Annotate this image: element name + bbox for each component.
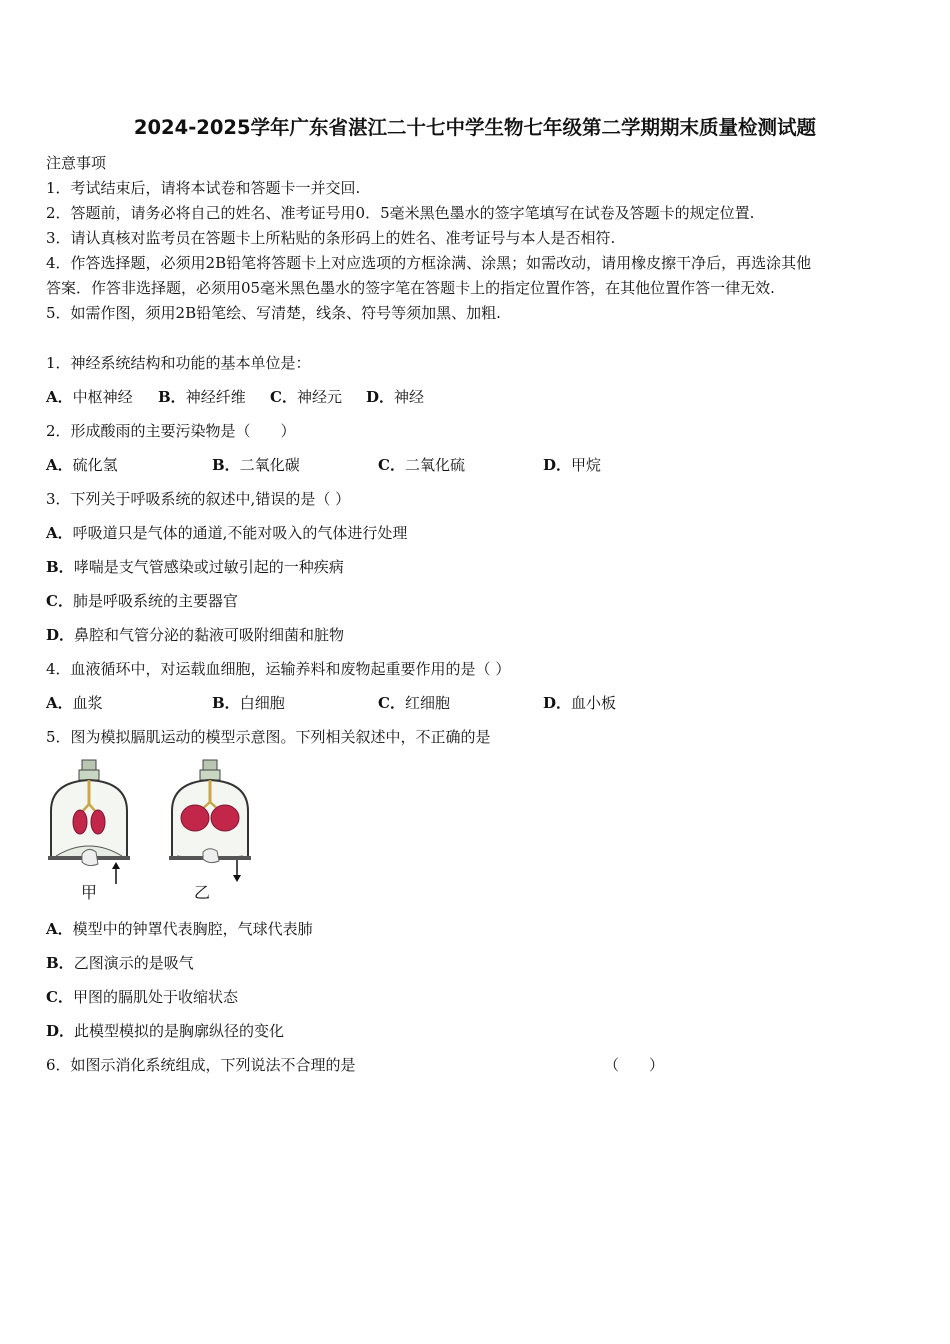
bell-jar-yi — [169, 760, 251, 882]
question-2-stem: 2．形成酸雨的主要污染物是（ ） — [46, 422, 296, 440]
note-item: 答案．作答非选择题，必须用05毫米黑色墨水的签字笔在答题卡上的指定位置作答，在其他位置作答一律无效. — [46, 279, 775, 297]
option-b: B．白细胞 — [212, 694, 285, 712]
question-6-stem: 6．如图示消化系统组成，下列说法不合理的是 — [46, 1056, 356, 1074]
question-5-stem: 5．图为模拟膈肌运动的模型示意图。下列相关叙述中，不正确的是 — [46, 728, 491, 746]
option-a: A．血浆 — [46, 694, 103, 712]
option-a: A．硫化氢 — [46, 456, 118, 474]
option-d: D．鼻腔和气管分泌的黏液可吸附细菌和脏物 — [46, 626, 345, 644]
question-1-options — [46, 386, 746, 406]
option-a: A．模型中的钟罩代表胸腔，气球代表肺 — [46, 920, 313, 938]
diaphragm-model-figure — [46, 756, 256, 906]
option-d: D．血小板 — [543, 694, 617, 712]
option-d: D．神经 — [366, 388, 425, 406]
figure-label-yi: 乙 — [194, 883, 211, 902]
question-3-stem: 3．下列关于呼吸系统的叙述中,错误的是（ ） — [46, 490, 351, 508]
note-item: 1．考试结束后，请将本试卷和答题卡一并交回. — [46, 179, 361, 197]
question-2-options — [46, 454, 746, 474]
question-4-stem: 4．血液循环中，对运载血细胞，运输养料和废物起重要作用的是（ ） — [46, 660, 511, 678]
option-b: B．哮喘是支气管感染或过敏引起的一种疾病 — [46, 558, 344, 576]
option-c: C．二氧化硫 — [378, 456, 465, 474]
bell-jar-jia — [48, 760, 130, 884]
option-d: D．此模型模拟的是胸廓纵径的变化 — [46, 1022, 285, 1040]
exam-title: 2024-2025学年广东省湛江二十七中学生物七年级第二学期期末质量检测试题 — [133, 116, 817, 139]
question-4-options — [46, 692, 746, 712]
option-b: B．乙图演示的是吸气 — [46, 954, 194, 972]
option-b: B．神经纤维 — [158, 388, 246, 406]
answer-parentheses: （ ） — [604, 1056, 665, 1074]
note-item: 5．如需作图，须用2B铅笔绘、写清楚，线条、符号等须加黑、加粗. — [46, 304, 501, 322]
note-item: 2．答题前，请务必将自己的姓名、准考证号用0．5毫米黑色墨水的签字笔填写在试卷及答题卡的规定位置. — [46, 204, 755, 222]
question-1-stem: 1．神经系统结构和功能的基本单位是： — [46, 354, 311, 372]
option-c: C．甲图的膈肌处于收缩状态 — [46, 988, 238, 1006]
option-a: A．中枢神经 — [46, 388, 133, 406]
option-c: C．肺是呼吸系统的主要器官 — [46, 592, 238, 610]
option-c: C．神经元 — [270, 388, 342, 406]
note-item: 4．作答选择题，必须用2B铅笔将答题卡上对应选项的方框涂满、涂黑；如需改动，请用橡皮擦干净后，再选涂其他 — [46, 254, 812, 272]
note-item: 3．请认真核对监考员在答题卡上所粘贴的条形码上的姓名、准考证号与本人是否相符. — [46, 229, 616, 247]
option-b: B．二氧化碳 — [212, 456, 300, 474]
notes-heading: 注意事项 — [46, 154, 107, 172]
option-c: C．红细胞 — [378, 694, 450, 712]
option-d: D．甲烷 — [543, 456, 602, 474]
option-a: A．呼吸道只是气体的通道,不能对吸入的气体进行处理 — [46, 524, 408, 542]
figure-label-jia: 甲 — [81, 883, 98, 902]
